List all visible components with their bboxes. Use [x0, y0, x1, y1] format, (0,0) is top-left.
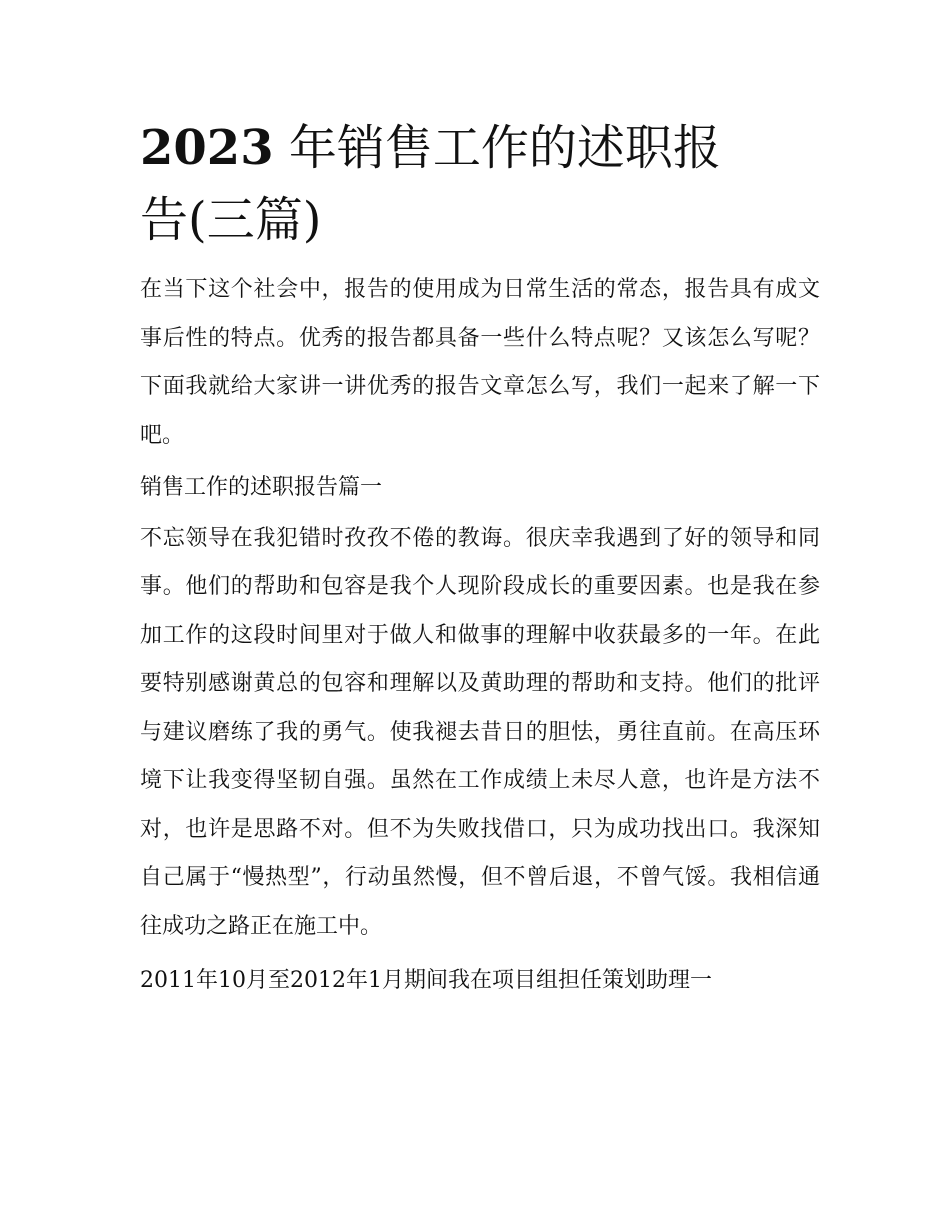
- title-year: 2023: [140, 120, 274, 176]
- body-paragraph: 不忘领导在我犯错时孜孜不倦的教诲。很庆幸我遇到了好的领导和同事。他们的帮助和包容是我个人现阶段成长的重要因素。也是我在参加工作的这段时间里对于做人和做事的理解中收获最多的一年。在此要特别感谢黄总的包容和理解以及黄助理的帮助和支持。他们的批评与建议磨练了我的勇气。使我褪去昔日的胆怯，勇往直前。在高压环境下让我变得坚韧自强。虽然在工作成绩上未尽人意，也许是方法不对，也许是思路不对。但不为失败找借口，只为成功找出口。我深知自己属于“慢热型”，行动虽然慢，但不曾后退，不曾气馁。我相信通往成功之路正在施工中。: [140, 525, 820, 939]
- document-title: [140, 112, 760, 256]
- last-line: 2011年10月至2012年1月期间我在项目组担任策划助理一: [140, 968, 712, 993]
- section-heading: 销售工作的述职报告篇一: [140, 475, 383, 500]
- document-page: [140, 112, 820, 1006]
- intro-paragraph: 在当下这个社会中，报告的使用成为日常生活的常态，报告具有成文事后性的特点。优秀的报告都具备一些什么特点呢？又该怎么写呢？下面我就给大家讲一讲优秀的报告文章怎么写，我们一起来了解一下吧。: [140, 277, 820, 448]
- title-text: 年销售工作的述职报告(三篇): [140, 120, 721, 248]
